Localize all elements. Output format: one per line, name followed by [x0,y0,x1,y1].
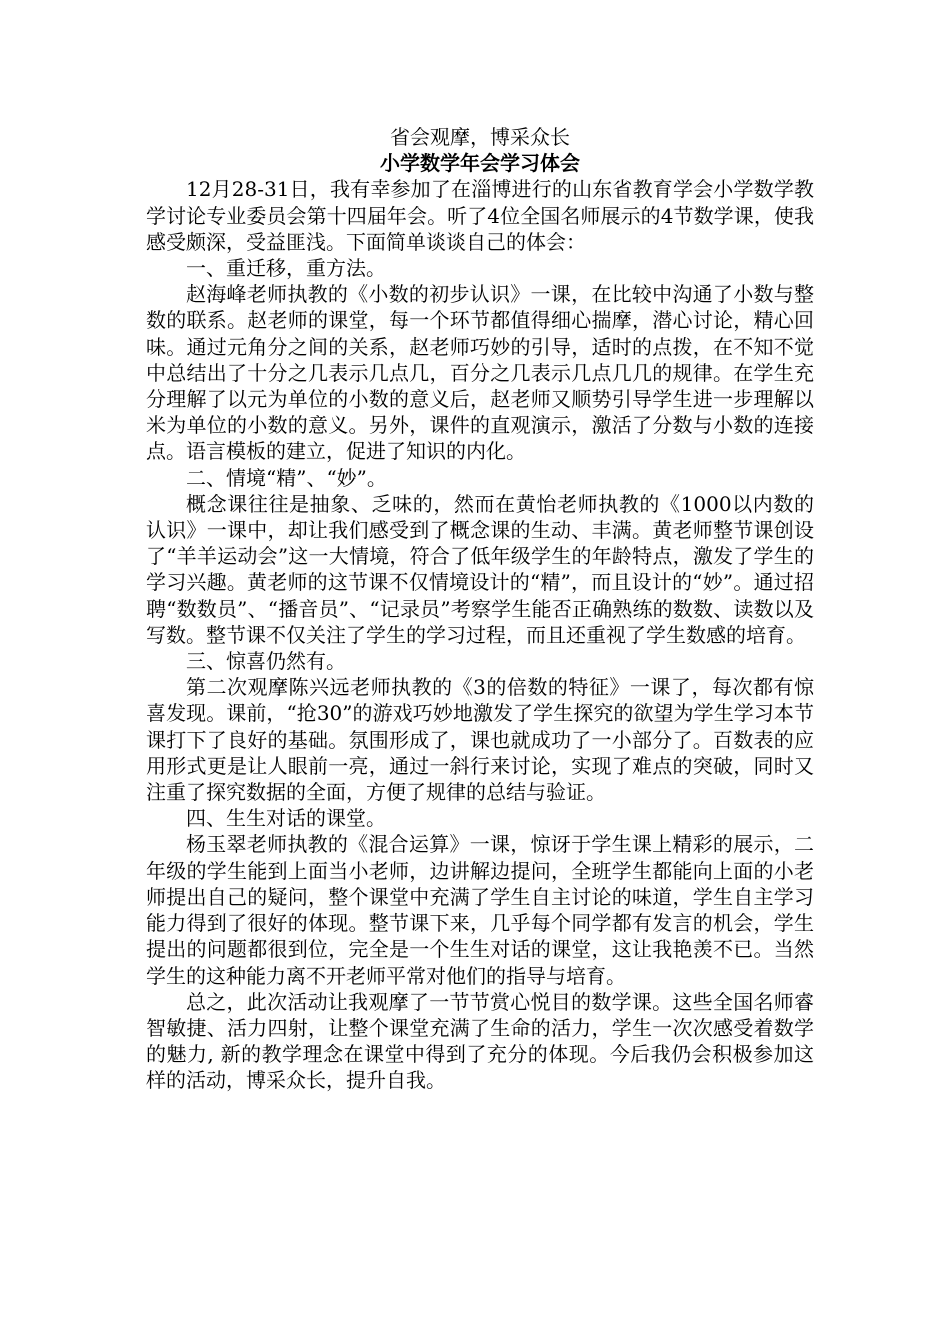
paragraph-intro: 12月28-31日，我有幸参加了在淄博进行的山东省教育学会小学数学教学讨论专业委员会第十四届年会。听了4位全国名师展示的4节数学课，使我感受颇深，受益匪浅。下面简单谈谈自己的体会： [146,177,814,254]
section-heading-4: 四、生生对话的课堂。 [186,806,386,831]
section-heading-2: 二、情境“精”、“妙”。 [186,465,387,490]
section-heading-3: 三、惊喜仍然有。 [186,649,346,674]
paragraph-section-3: 第二次观摩陈兴远老师执教的《3的倍数的特征》一课了，每次都有惊喜发现。课前，“抢30”的游戏巧妙地激发了学生探究的欲望为学生学习本节课打下了良好的基础。氛围形成了，课也就成功了一小部分了。百数表的应用形式更是让人眼前一亮，通过一斜行来讨论，实现了难点的突破，同时又注重了探究数据的全面，方便了规律的总结与验证。 [146,675,814,805]
document-subtitle: 小学数学年会学习体会 [380,151,580,176]
document-page [146,124,814,1094]
paragraph-section-4: 杨玉翠老师执教的《混合运算》一课，惊讶于学生课上精彩的展示，二年级的学生能到上面当小老师，边讲解边提问，全班学生都能向上面的小老师提出自己的疑问，整个课堂中充满了学生自主讨论的味道，学生自主学习能力得到了很好的体现。整节课下来，几乎每个同学都有发言的机会，学生提出的问题都很到位，完全是一个生生对话的课堂，这让我艳羡不已。当然学生的这种能力离不开老师平常对他们的指导与培育。 [146,832,814,988]
paragraph-section-1: 赵海峰老师执教的《小数的初步认识》一课，在比较中沟通了小数与整数的联系。赵老师的课堂，每一个环节都值得细心揣摩，潜心讨论，精心回味。通过元角分之间的关系，赵老师巧妙的引导，适时的点拨，在不知不觉中总结出了十分之几表示几点几，百分之几表示几点几几的规律。在学生充分理解了以元为单位的小数的意义后，赵老师又顺势引导学生进一步理解以米为单位的小数的意义。另外，课件的直观演示，激活了分数与小数的连接点。语言模板的建立，促进了知识的内化。 [146,282,814,464]
paragraph-conclusion: 总之，此次活动让我观摩了一节节赏心悦目的数学课。这些全国名师睿智敏捷、活力四射，让整个课堂充满了生命的活力，学生一次次感受着数学的魅力, 新的教学理念在课堂中得到了充分的体现。今后我仍会积极参加这样的活动，博采众长，提升自我。 [146,989,814,1093]
paragraph-section-2: 概念课往往是抽象、乏味的，然而在黄怡老师执教的《1000以内数的认识》一课中，却让我们感受到了概念课的生动、丰满。黄老师整节课创设了“羊羊运动会”这一大情境，符合了低年级学生的年龄特点，激发了学生的学习兴趣。黄老师的这节课不仅情境设计的“精”，而且设计的“妙”。通过招聘“数数员”、“播音员”、“记录员”考察学生能否正确熟练的数数、读数以及写数。整节课不仅关注了学生的学习过程，而且还重视了学生数感的培育。 [146,491,814,647]
section-heading-1: 一、重迁移，重方法。 [186,256,386,281]
document-title: 省会观摩，博采众长 [390,125,570,149]
